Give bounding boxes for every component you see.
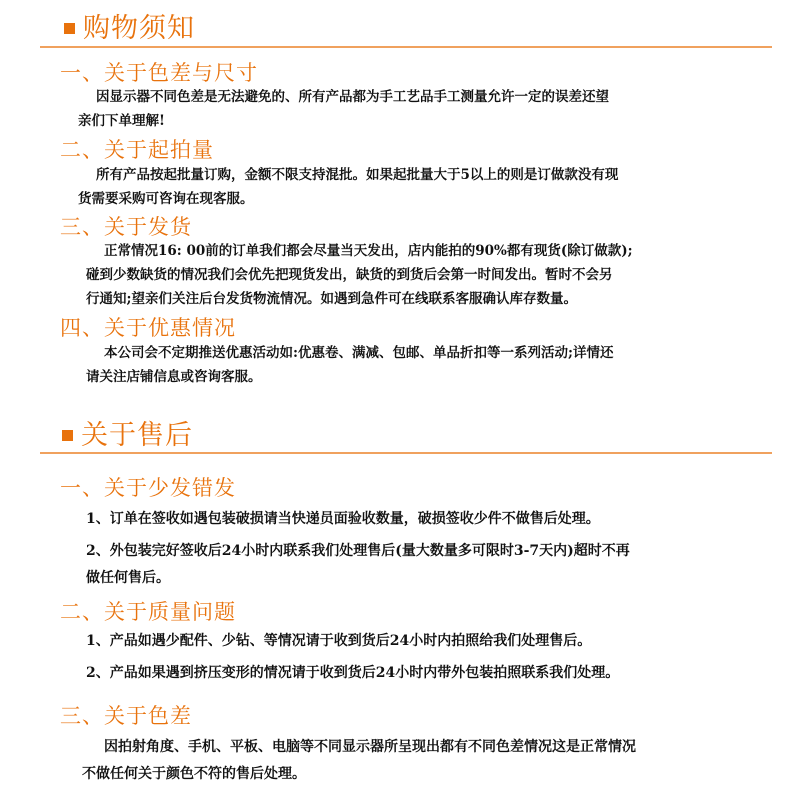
s2-line: 2、产品如果遇到挤压变形的情况请于收到货后24小时内带外包装拍照联系我们处理。 (86, 665, 620, 681)
s1-line: 行通知;望亲们关注后台发货物流情况。如遇到急件可在线联系客服确认库存数量。 (86, 291, 577, 307)
s2-heading-missing: 一、关于少发错发 (60, 476, 236, 500)
s1-line: 碰到少数缺货的情况我们会优先把现货发出，缺货的到货后会第一时间发出。暂时不会另 (86, 267, 613, 283)
s2-para-color (82, 734, 636, 788)
s1-line: 亲们下单理解! (78, 113, 165, 129)
s2-para-missing (86, 506, 630, 592)
s2-heading-quality: 二、关于质量问题 (60, 600, 236, 624)
s1-heading-color-size: 一、关于色差与尺寸 (60, 61, 258, 85)
s1-line: 本公司会不定期推送优惠活动如:优惠卷、满减、包邮、单品折扣等一系列活动;详情还 (104, 345, 614, 361)
s1-heading-shipping: 三、关于发货 (60, 215, 192, 239)
section2-title-text: 关于售后 (81, 420, 193, 451)
s2-heading-color: 三、关于色差 (60, 704, 192, 728)
s2-line: 2、外包装完好签收后24小时内联系我们处理售后(量大数量多可限时3-7天内)超时不再 (86, 543, 630, 559)
s1-line: 所有产品按起批量订购，金额不限支持混批。如果起批量大于5以上的则是订做款没有现 (96, 167, 619, 183)
square-bullet-icon (62, 430, 73, 441)
section1-title-text: 购物须知 (83, 13, 195, 44)
s1-line: 货需要采购可咨询在现客服。 (78, 191, 254, 207)
s2-line: 做任何售后。 (86, 570, 170, 586)
section1-title (64, 6, 195, 45)
s1-para-discount (86, 341, 614, 389)
s2-line: 1、产品如遇少配件、少钻、等情况请于收到货后24小时内拍照给我们处理售后。 (86, 633, 592, 649)
s1-para-color-size (78, 85, 609, 133)
s2-line: 不做任何关于颜色不符的售后处理。 (82, 766, 306, 782)
section2-divider (40, 452, 772, 454)
s2-para-quality (86, 628, 619, 687)
square-bullet-icon (64, 23, 75, 34)
s1-line: 请关注店铺信息或咨询客服。 (86, 369, 262, 385)
s1-para-shipping (86, 239, 633, 311)
s1-line: 正常情况16: 00前的订单我们都会尽量当天发出，店内能拍的90%都有现货(除订做款); (104, 243, 633, 259)
s2-line: 因拍射角度、手机、平板、电脑等不同显示器所呈现出都有不同色差情况这是正常情况 (104, 739, 636, 755)
s1-heading-discount: 四、关于优惠情况 (60, 316, 236, 340)
section1-divider (40, 46, 772, 48)
s2-line: 1、订单在签收如遇包装破损请当快递员面验收数量，破损签收少件不做售后处理。 (86, 511, 600, 527)
s1-para-min-order (78, 163, 619, 211)
s1-line: 因显示器不同色差是无法避免的、所有产品都为手工艺品手工测量允许一定的误差还望 (96, 89, 609, 105)
s1-heading-min-order: 二、关于起拍量 (60, 138, 214, 162)
section2-title (62, 413, 193, 452)
